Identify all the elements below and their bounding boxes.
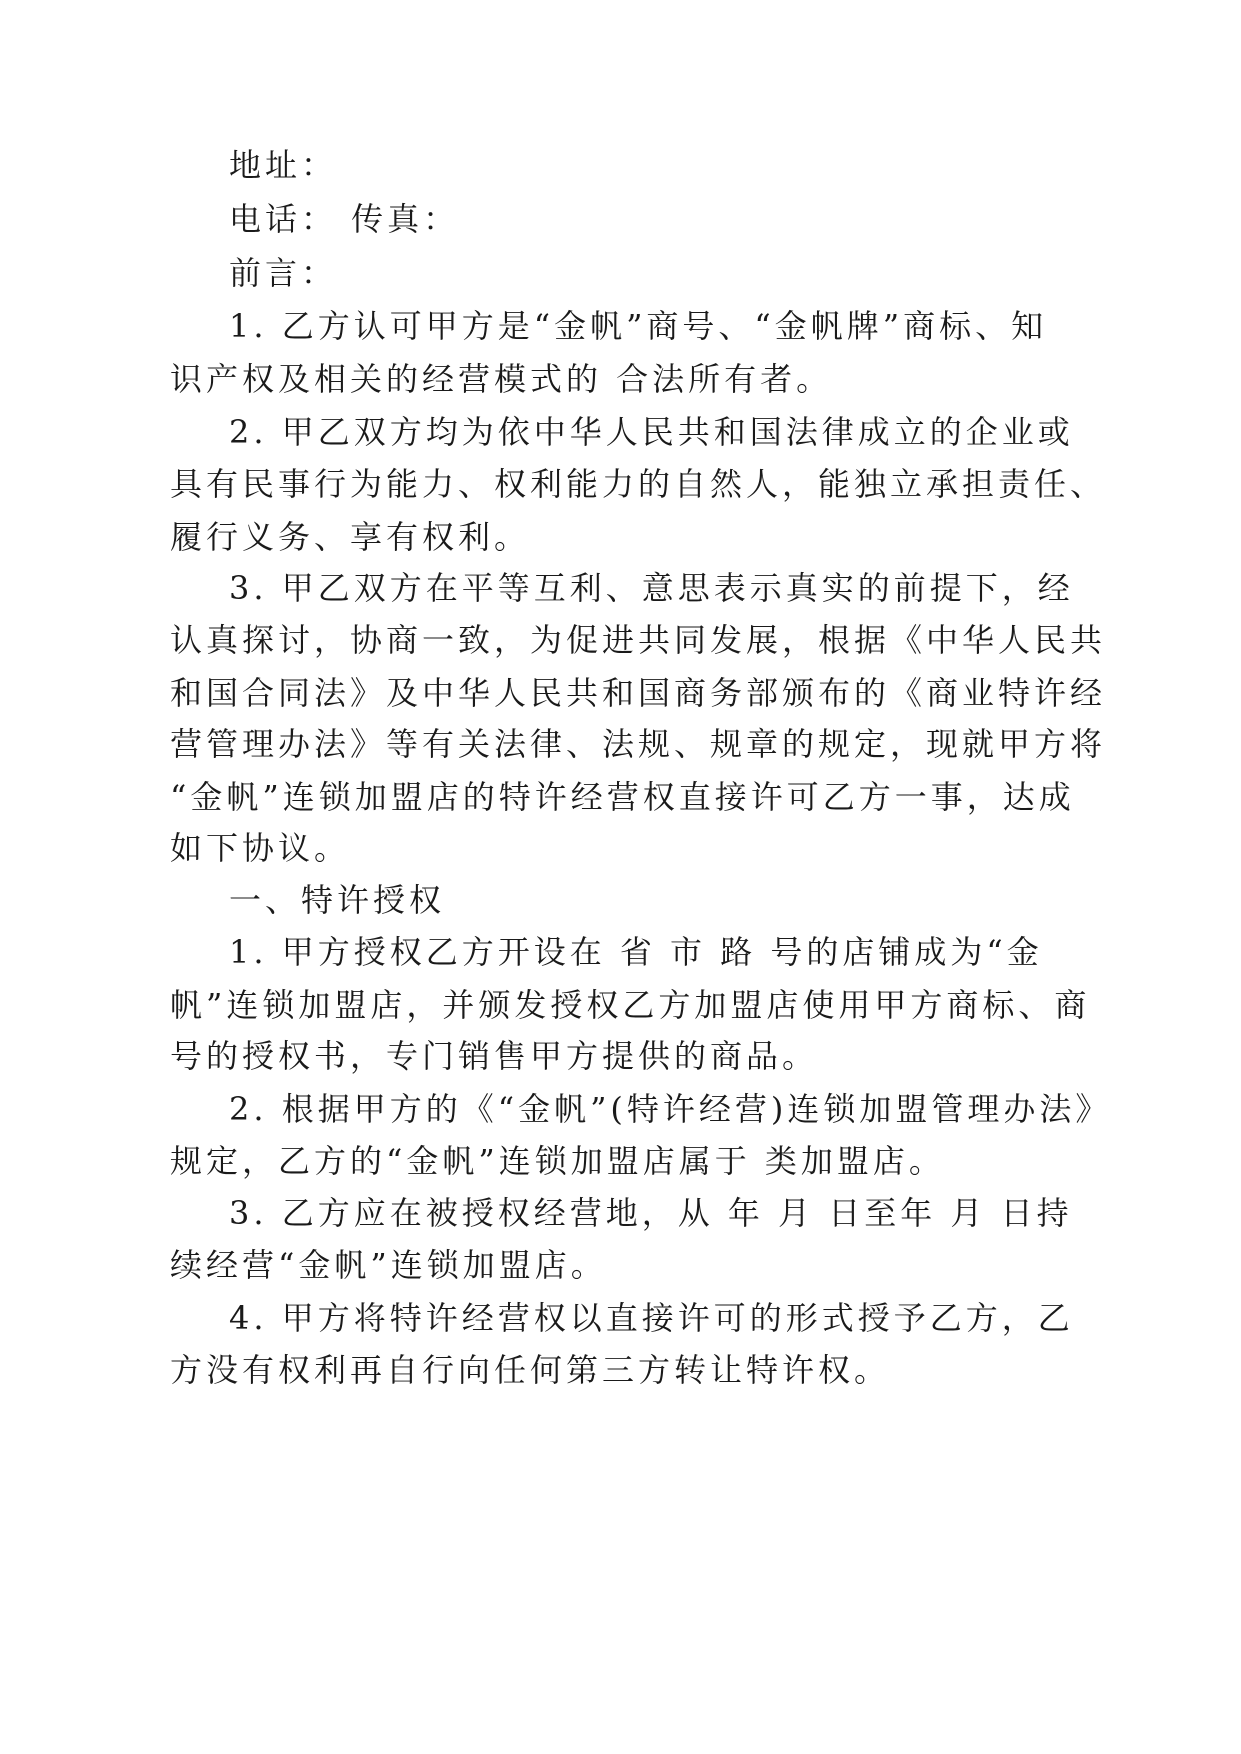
paragraph-line: 认真探讨，协商一致，为促进共同发展，根据《中华人民共	[170, 621, 1107, 659]
paragraph-line: 识产权及相关的经营模式的 合法所有者。	[170, 360, 833, 398]
paragraph-line: 3. 乙方应在被授权经营地，从 年 月 日至年 月 日持	[229, 1194, 1073, 1232]
paragraph-line: 2. 根据甲方的《“金帆”(特许经营)连锁加盟管理办法》	[229, 1090, 1112, 1128]
paragraph-line: 3. 甲乙双方在平等互利、意思表示真实的前提下，经	[229, 569, 1074, 607]
paragraph-line: 帆”连锁加盟店，并颁发授权乙方加盟店使用甲方商标、商	[170, 986, 1091, 1024]
paragraph-line: 营管理办法》等有关法律、法规、规章的规定，现就甲方将	[170, 725, 1107, 763]
paragraph-line: 和国合同法》及中华人民共和国商务部颁布的《商业特许经	[170, 674, 1107, 712]
paragraph-line: 号的授权书，专门销售甲方提供的商品。	[170, 1037, 819, 1075]
section-heading: 一、特许授权	[229, 881, 446, 919]
paragraph-line: 规定，乙方的“金帆”连锁加盟店属于 类加盟店。	[170, 1142, 945, 1180]
paragraph-line: 续经营“金帆”连锁加盟店。	[170, 1246, 607, 1284]
paragraph-line: 1. 乙方认可甲方是“金帆”商号、“金帆牌”商标、知	[229, 307, 1048, 345]
paragraph-line: 具有民事行为能力、权利能力的自然人，能独立承担责任、	[170, 465, 1107, 503]
address-label: 地址：	[229, 146, 338, 184]
paragraph-line: 方没有权利再自行向任何第三方转让特许权。	[170, 1351, 891, 1389]
preface-heading: 前言：	[229, 254, 338, 292]
paragraph-line: 如下协议。	[170, 829, 351, 867]
paragraph-line: 4. 甲方将特许经营权以直接许可的形式授予乙方，乙	[229, 1299, 1074, 1337]
paragraph-line: 履行义务、享有权利。	[170, 518, 531, 556]
paragraph-line: 2. 甲乙双方均为依中华人民共和国法律成立的企业或	[229, 413, 1074, 451]
paragraph-line: “金帆”连锁加盟店的特许经营权直接许可乙方一事，达成	[170, 778, 1075, 816]
paragraph-line: 1. 甲方授权乙方开设在 省 市 路 号的店铺成为“金	[229, 933, 1043, 971]
phone-fax-label: 电话： 传真：	[229, 200, 460, 238]
